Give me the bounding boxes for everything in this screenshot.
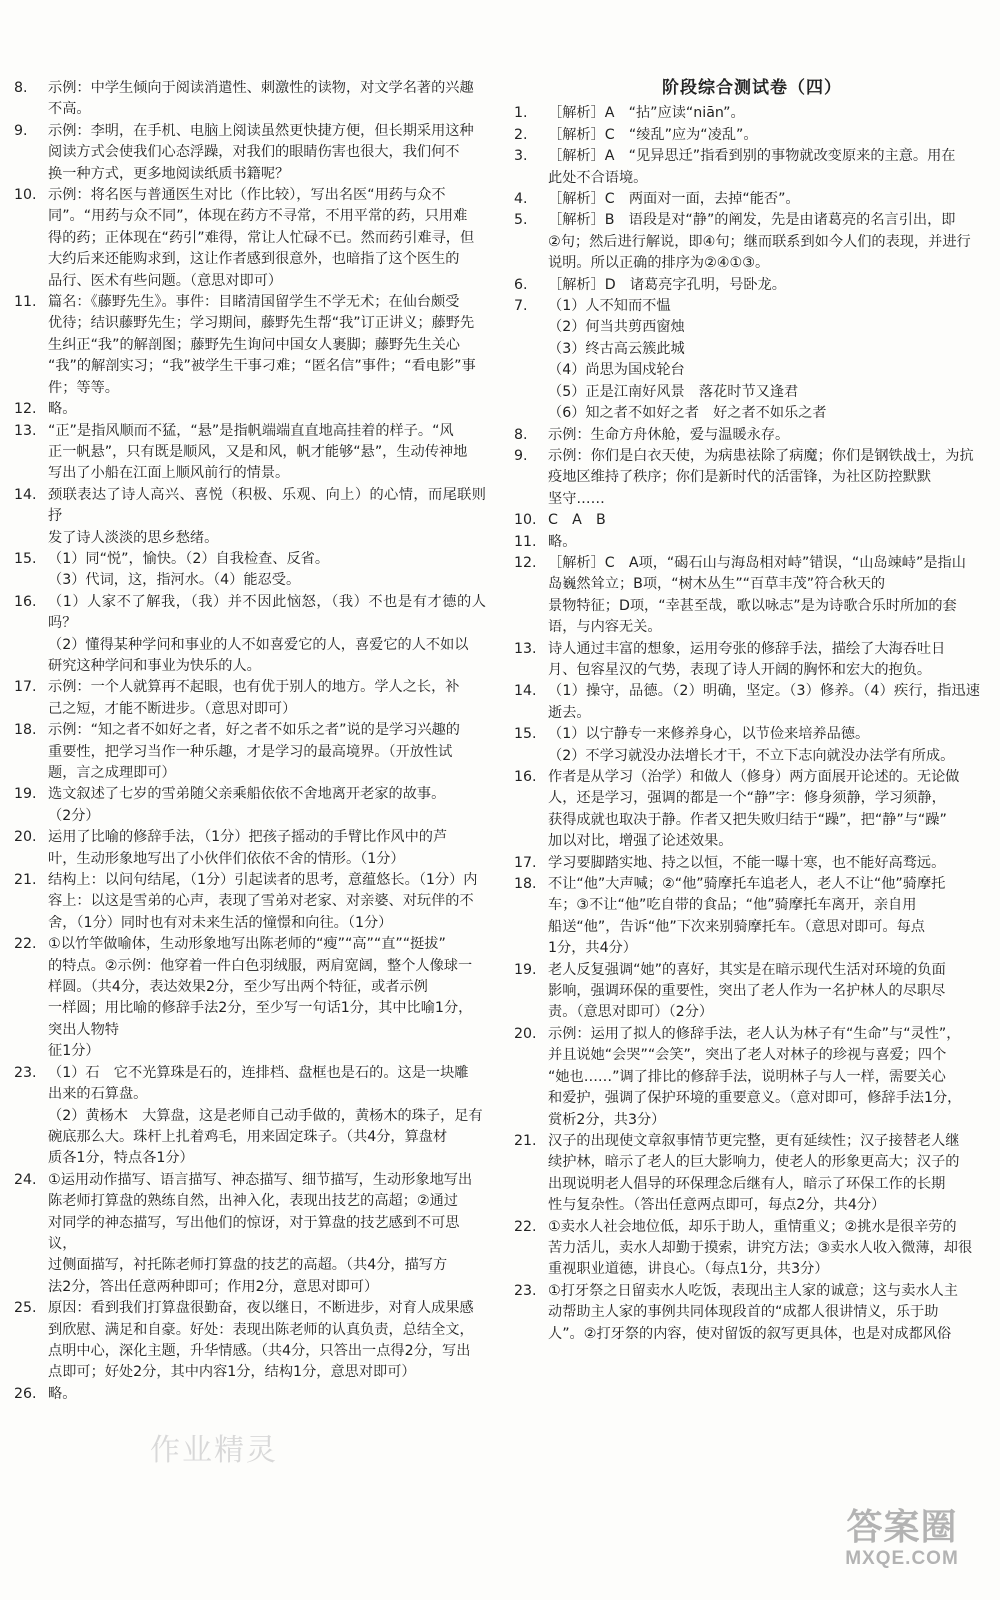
answer-line (14, 827, 486, 848)
answer-line: 生纠正“我”的解剖图；藤野先生询问中国女人裹脚；藤野先生关心 (48, 336, 460, 353)
answer-line (14, 292, 486, 313)
answer-text: ［解析］D 诸葛亮字孔明，号卧龙。 (548, 276, 786, 293)
answer-line: 车；③不让“他”吃自带的食品；“他”骑摩托车离开，亲自用 (548, 897, 917, 914)
answer-line (14, 784, 486, 805)
answer-line (514, 960, 980, 981)
answer-text: 诗人通过丰富的想象，运用夸张的修辞手法，描绘了大海吞吐日 (548, 640, 946, 657)
answer-number: 11. (514, 533, 537, 550)
answer-number: 8. (514, 426, 528, 443)
answer-line: 题，言之成理即可） (48, 765, 176, 781)
answer-item (14, 1063, 486, 1170)
answer-item (514, 853, 980, 874)
answer-item (14, 185, 486, 292)
answer-text: 示例：“知之者不如好之者，好之者不如乐之者”说的是学习兴趣的 (48, 722, 460, 739)
answer-line: 人，还是学习，强调的都是一个“静”字：修身须静，学习须静， (548, 790, 946, 807)
answer-line: 语，与内容无关。 (548, 619, 662, 636)
answer-text: 颈联表达了诗人高兴、喜悦（积极、乐观、向上）的心情，而尾联则抒 (48, 486, 486, 525)
answer-line: 责。（意思对即可）（2分） (548, 1004, 714, 1021)
answer-text: （1）人不知而不愠 (548, 298, 671, 315)
answer-line (514, 446, 980, 467)
answer-text: 运用了比喻的修辞手法，（1分）把孩子摇动的手臂比作风中的芦 (48, 829, 448, 846)
answer-line: （5）正是江南好风景 落花时节又逢君 (548, 383, 799, 400)
answer-line: 苦力活儿，卖水人却勤于摸索，讲究方法；③卖水人收入微薄，却很 (548, 1239, 973, 1256)
answer-text: 选文叙述了七岁的雪弟随父亲乘船依依不舍地离开老家的故事。 (48, 786, 446, 803)
answer-line (514, 103, 980, 124)
answer-number: 9. (14, 122, 28, 139)
answer-text: ①卖水人社会地位低，却乐于助人，重情重义；②挑水是很辛劳的 (548, 1218, 957, 1235)
answer-line: 舍，（1分）同时也有对未来生活的憧憬和向往。（1分） (48, 914, 393, 931)
answer-line (14, 121, 486, 142)
answer-line (14, 720, 486, 741)
answer-text: 略。 (548, 533, 577, 550)
answer-number: 19. (514, 961, 537, 978)
answer-number: 21. (14, 872, 37, 889)
answer-line: （2）黄杨木 大算盘，这是老师自己动手做的，黄杨木的珠子，足有 (48, 1107, 483, 1124)
answer-number: 17. (14, 679, 37, 696)
answer-text: 结构上：以问句结尾，（1分）引起读者的思考，意蕴悠长。（1分）内 (48, 872, 478, 889)
answer-line: 陈老师打算盘的熟练自然，出神入化，表现出技艺的高超；②通过 (48, 1193, 458, 1210)
answer-text: （1）同“悦”，愉快。（2）自我检查、反省。 (48, 550, 330, 567)
answer-line (514, 189, 980, 210)
answer-text: ［解析］A “拈”应读“niān”。 (548, 105, 745, 122)
answer-number: 12. (514, 554, 537, 571)
answer-line: 续护林，暗示了老人的巨大影响力，使老人的形象更高大；汉子的 (548, 1154, 960, 1171)
answer-line: （3）终古高云簇此城 (548, 340, 685, 357)
answer-number: 8. (14, 80, 28, 96)
answer-line: 重要性，把学习当作一种乐趣，才是学习的最高境界。（开放性试 (48, 743, 453, 760)
answer-number: 6. (514, 276, 528, 293)
answer-number: 21. (514, 1132, 537, 1149)
answer-item (14, 677, 486, 720)
answer-text: 老人反复强调“她”的喜好，其实是在暗示现代生活对环境的负面 (548, 961, 946, 978)
right-answer-list (514, 103, 980, 1345)
answer-number: 23. (514, 1282, 537, 1299)
answer-line: 到欣慰、满足和自豪。好处：表现出陈老师的认真负责，总结全文， (48, 1321, 474, 1338)
answer-item (14, 592, 486, 678)
answer-line (14, 78, 486, 99)
answer-line: 动帮助主人家的事例共同体现段首的“成都人很讲情义，乐于助 (548, 1304, 939, 1321)
answer-line: 获得成就也取决于静。作者又把失败归结于“躁”，把“静”与“躁” (548, 811, 947, 828)
answer-item (14, 1298, 486, 1384)
answer-line (514, 125, 980, 146)
answer-number: 13. (514, 640, 537, 657)
answer-item (14, 121, 486, 185)
answer-line: 得的药；正体现在“药引”难得，常让人忙碌不已。然而药引难寻，但 (48, 229, 475, 246)
answer-text: ［解析］C A项，“碣石山与海岛相对峙”错误，“山岛竦峙”是指山 (548, 554, 966, 571)
answer-line (14, 421, 486, 442)
answer-item (514, 553, 980, 639)
answer-line: 换一种方式，更多地阅读纸质书籍呢？ (48, 165, 290, 182)
answer-text: （1）以宁静专一来修养身心，以节俭来培养品德。 (548, 726, 870, 743)
answer-line: 点即可；好处2分，其中内容1分，结构1分，意思对即可） (48, 1364, 416, 1381)
answer-number: 26. (14, 1385, 37, 1402)
answer-item (514, 767, 980, 853)
answer-number: 15. (514, 726, 537, 743)
answer-line: 坚守…… (548, 490, 605, 507)
section-title: 阶段综合测试卷（四） (662, 78, 842, 98)
answer-line: 己之短，才能不断进步。（意思对即可） (48, 700, 297, 717)
answer-line: 研究这种学问和事业为快乐的人。 (48, 657, 261, 674)
answer-line: 赏析2分，共3分） (548, 1111, 666, 1128)
answer-line: （2）何当共剪西窗烛 (548, 319, 685, 336)
answer-text: 作者是从学习（治学）和做人（修身）两方面展开论述的。无论做 (548, 769, 960, 785)
answer-line (14, 592, 486, 635)
answer-line (514, 210, 980, 231)
answer-item (514, 639, 980, 682)
answer-item (514, 874, 980, 960)
answer-item (14, 827, 486, 870)
answer-line: 出现说明老人倡导的环保理念后继有人，暗示了环保工作的长期 (548, 1175, 946, 1192)
answer-line: （6）知之者不如好之者 好之者不如乐之者 (548, 405, 827, 422)
answer-line (514, 767, 980, 788)
answer-item (514, 532, 980, 553)
answer-line (14, 1063, 486, 1084)
answer-line: 并且说她“会哭”“会笑”，突出了老人对林子的珍视与喜爱；四个 (548, 1047, 947, 1064)
answer-line (514, 1217, 980, 1238)
answer-text: ［解析］A “见异思迁”指看到别的事物就改变原来的主意。用在 (548, 148, 956, 165)
answer-line: 碗底那么大。珠杆上扎着鸡毛，用来固定珠子。（共4分，算盘材 (48, 1128, 448, 1145)
answer-item (514, 681, 980, 724)
answer-number: 14. (514, 683, 537, 700)
answer-line (514, 532, 980, 553)
answer-number: 2. (514, 126, 528, 143)
answer-number: 17. (514, 854, 537, 871)
answer-number: 16. (514, 769, 537, 785)
answer-number: 19. (14, 786, 37, 803)
answer-line: 此处不合语境。 (548, 169, 648, 186)
answer-line: 征1分） (48, 1043, 100, 1060)
answer-item (14, 485, 486, 549)
answer-item (514, 1131, 980, 1217)
answer-number: 13. (14, 422, 37, 439)
answer-number: 3. (514, 148, 528, 165)
answer-line (514, 1131, 980, 1152)
answer-text: 示例：运用了拟人的修辞手法，老人认为林子有“生命”与“灵性”， (548, 1025, 961, 1042)
answer-line (514, 296, 980, 317)
answer-item (14, 720, 486, 784)
answer-number: 18. (514, 876, 537, 893)
answer-text: ［解析］B 语段是对“静”的阐发，先是由诸葛亮的名言引出，即 (548, 212, 956, 229)
answer-line: 景物特征；D项，“幸甚至哉，歌以咏志”是为诗歌合乐时所加的套 (548, 597, 957, 614)
answer-line: 人”。②打牙祭的内容，使对留饭的叙写更具体，也是对成都风俗 (548, 1325, 952, 1342)
answer-text: 示例：一个人就算再不起眼，也有优于别人的地方。学人之长，补 (48, 679, 460, 696)
answer-line: 件；等等。 (48, 379, 119, 396)
answer-number: 20. (514, 1025, 537, 1042)
answer-line: “她也……”调了排比的修辞手法，说明林子与人一样，需要关心 (548, 1068, 946, 1085)
answer-line (514, 1024, 980, 1045)
answer-item (514, 1281, 980, 1345)
answer-number: 25. (14, 1300, 37, 1317)
answer-line: ②句；然后进行解说，即④句；继而联系到如今人们的表现，并进行 (548, 233, 971, 250)
answer-line: 写出了小船在江面上顺风前行的情景。 (48, 465, 290, 482)
answer-line (14, 1384, 486, 1405)
answer-item (514, 1024, 980, 1131)
answer-text: （1）石 它不光算珠是石的，连排档、盘框也是石的。这是一块雕 (48, 1064, 469, 1081)
answer-line: 发了诗人淡淡的思乡愁绪。 (48, 529, 219, 546)
answer-text: 略。 (48, 1385, 77, 1402)
answer-line: 出来的石算盘。 (48, 1086, 148, 1103)
answer-line (514, 874, 980, 895)
answer-item (514, 103, 980, 124)
answer-line: 点明中心，深化主题，升华情感。（共4分，只答出一点得2分，写出 (48, 1342, 471, 1359)
answer-number: 11. (14, 294, 37, 311)
answer-line (14, 934, 486, 955)
answer-line: 说明。所以正确的排序为②④①③。 (548, 255, 770, 272)
answer-line (514, 275, 980, 296)
answer-number: 24. (14, 1171, 37, 1188)
answer-line: （2分） (48, 807, 100, 824)
answer-line: （3）代词，这，指河水。（4）能忍受。 (48, 572, 301, 589)
answer-number: 12. (14, 401, 37, 418)
answer-line: 船送“他”，告诉“他”下次来别骑摩托车。（意思对即可。每点 (548, 918, 925, 935)
watermark-logo-text: 答案圈 (846, 1507, 958, 1548)
answer-item (514, 960, 980, 1024)
answer-item (514, 146, 980, 189)
answer-item (514, 425, 980, 446)
answer-text: 略。 (48, 401, 77, 418)
answer-number: 4. (514, 191, 528, 208)
answer-number: 22. (14, 936, 37, 953)
answer-number: 10. (514, 512, 537, 529)
answer-line (514, 681, 980, 724)
answer-line (514, 724, 980, 745)
answer-item (514, 724, 980, 767)
answer-line: 优待；结识藤野先生；学习期间，藤野先生帮“我”订正讲义；藤野先 (48, 315, 475, 332)
answer-line: 1分，共4分） (548, 940, 637, 957)
watermark-logo (812, 1508, 992, 1570)
answer-item (514, 296, 980, 424)
answer-item (14, 870, 486, 934)
answer-line: 过侧面描写，衬托陈老师打算盘的技艺的高超。（共4分，描写方 (48, 1257, 448, 1274)
answer-line: 同”。“用药与众不同”，体现在药方不寻常，不用平常的药，只用难 (48, 208, 468, 225)
answer-text: 原因：看到我们打算盘很勤奋，夜以继日，不断进步，对育人成果感 (48, 1300, 474, 1317)
answer-line: 样圆。（共4分，表达效果2分，至少写出两个特征，或者示例 (48, 979, 428, 996)
answer-line: “我”的解剖实习；“我”被学生干事刁难；“匿名信”事件；“看电影”事 (48, 358, 476, 375)
answer-text: C A B (548, 512, 606, 529)
answer-number: 5. (514, 212, 528, 229)
answer-item (14, 399, 486, 420)
answer-line (14, 677, 486, 698)
answer-item (14, 78, 486, 121)
answer-line: 容上：以这是雪弟的心声，表现了雪弟对老家、对亲婆、对玩伴的不 (48, 893, 474, 910)
answer-item (14, 784, 486, 827)
answer-line (514, 1281, 980, 1302)
answer-number: 15. (14, 550, 37, 567)
answer-line: 的特点。②示例：他穿着一件白色羽绒服，两肩宽阔，整个人像球一 (48, 957, 473, 974)
answer-line (14, 185, 486, 206)
answer-text: 示例：生命方舟休舱，爱与温暖永存。 (548, 426, 790, 443)
answer-text: 不让“他”大声喊；②“他”骑摩托车追老人，老人不让“他”骑摩托 (548, 876, 946, 893)
answer-line: （2）不学习就没办法增长才干，不立下志向就没办法学有所成。 (548, 747, 955, 764)
answer-number: 23. (14, 1064, 37, 1081)
answer-number: 22. (514, 1218, 537, 1235)
watermark-left: 作业精灵 (150, 1433, 278, 1468)
answer-line: 性与复杂性。（答出任意两点即可，每点2分，共4分） (548, 1197, 886, 1214)
answer-line: 加以对比，增强了论述效果。 (548, 833, 733, 850)
answer-number: 18. (14, 722, 37, 739)
answer-line (14, 1170, 486, 1191)
answer-text: “正”是指风顺而不猛，“悬”是指帆端端直直地高挂着的样子。“风 (48, 422, 454, 439)
answer-item (514, 275, 980, 296)
answer-line (514, 853, 980, 874)
answer-line: 疫地区维持了秩序；你们是新时代的活雷锋，为社区防控默默 (548, 469, 932, 486)
answer-text: （1）操守，品德。（2）明确，坚定。（3）修养。（4）疾行，指迅速逝去。 (548, 683, 980, 721)
answer-text: ①以竹竿做喻体，生动形象地写出陈老师的“瘦”“高”“直”“挺拔” (48, 936, 446, 953)
answer-line (514, 146, 980, 167)
answer-item (514, 125, 980, 146)
answer-text: 学习要脚踏实地、持之以恒，不能一曝十寒，也不能好高骛远。 (548, 854, 946, 871)
answer-text: ①打牙祭之日留卖水人吃饭，表现出主人家的诚意；这与卖水人主 (548, 1282, 958, 1299)
answer-line (14, 1298, 486, 1319)
answer-text: 示例：你们是白衣天使，为病患祛除了病魔；你们是钢铁战士，为抗 (548, 447, 974, 464)
answer-line: 岛巍然耸立；B项，“树木丛生”“百草丰茂”符合秋天的 (548, 576, 886, 593)
answer-text: 示例：中学生倾向于阅读消遣性、刺激性的读物，对文学名著的兴趣 (48, 80, 474, 96)
answer-item (514, 189, 980, 210)
answer-line: 不高。 (48, 101, 91, 118)
answer-item (14, 1170, 486, 1298)
answer-line (14, 870, 486, 891)
answer-line: 对同学的神态描写，写出他们的惊讶，对于算盘的技艺感到不可思议， (48, 1214, 460, 1252)
answer-number: 1. (514, 105, 528, 122)
answer-text: （1）人家不了解我，（我）并不因此恼怒，（我）不也是有才德的人吗？ (48, 593, 486, 632)
answer-text: ［解析］C 两面对一面，去掉“能否”。 (548, 191, 800, 208)
answer-line (14, 549, 486, 570)
answer-line (514, 425, 980, 446)
answer-number: 16. (14, 593, 37, 610)
answer-line: 法2分，答出任意两种即可；作用2分，意思对即可） (48, 1278, 379, 1295)
answer-line: 叶，生动形象地写出了小伙伴们依依不舍的情形。（1分） (48, 850, 405, 867)
answer-line (514, 553, 980, 574)
answer-line (14, 399, 486, 420)
answer-item (514, 510, 980, 531)
answer-number: 9. (514, 447, 528, 464)
answer-line: 月、包容星汉的气势，表现了诗人开阔的胸怀和宏大的抱负。 (548, 661, 932, 678)
answer-text: ①运用动作描写、语言描写、神态描写、细节描写，生动形象地写出 (48, 1171, 473, 1188)
answer-line (14, 485, 486, 528)
answer-item (14, 1384, 486, 1405)
answer-line: 大约后来还能购求到，这让作者感到很意外，也暗指了这个医生的 (48, 251, 460, 268)
answer-line: （4）尚思为国戍轮台 (548, 362, 685, 379)
answer-line: 品行、医术有些问题。（意思对即可） (48, 272, 283, 289)
answer-text: 示例：将名医与普通医生对比（作比较），写出名医“用药与众不 (48, 187, 446, 204)
answer-line (514, 639, 980, 660)
left-answer-column (14, 78, 486, 1405)
answer-item (14, 934, 486, 1062)
right-answer-column (514, 78, 980, 1345)
answer-line (514, 510, 980, 531)
watermark-site-text: MXQE.COM (845, 1548, 959, 1569)
answer-number: 7. (514, 298, 528, 315)
answer-number: 20. (14, 829, 37, 846)
answer-item (514, 446, 980, 510)
answer-line: （2）懂得某种学问和事业的人不如喜爱它的人，喜爱它的人不如以 (48, 636, 469, 653)
answer-text: 示例：李明，在手机、电脑上阅读虽然更快捷方便，但长期采用这种 (48, 122, 474, 139)
answer-item (14, 549, 486, 592)
answer-item (14, 292, 486, 399)
answer-text: 篇名：《藤野先生》。事件：目睹清国留学生不学无术；在仙台颇受 (48, 294, 460, 311)
answer-number: 10. (14, 187, 37, 204)
answer-number: 14. (14, 486, 37, 503)
answer-line: 正一帆悬”，只有既是顺风，又是和风，帆才能够“悬”，生动传神地 (48, 443, 468, 460)
answer-line: 影响，强调环保的重要性，突出了老人作为一名护林人的尽职尽 (548, 983, 946, 1000)
answer-line: 阅读方式会使我们心态浮躁，对我们的眼睛伤害也很大，我们何不 (48, 144, 460, 161)
answer-line: 和爱护，强调了保护环境的重要意义。（意对即可，修辞手法1分， (548, 1090, 962, 1107)
answer-line: 一样圆；用比喻的修辞手法2分，至少写一句话1分，其中比喻1分，突出人物特 (48, 1000, 473, 1038)
answer-line: 质各1分，特点各1分） (48, 1150, 194, 1167)
answer-item (514, 210, 980, 274)
answer-line: 重视职业道德，讲良心。（每点1分，共3分） (548, 1261, 829, 1278)
answer-item (514, 1217, 980, 1281)
answer-text: ［解析］C “绫乱”应为“凌乱”。 (548, 126, 758, 143)
answer-item (14, 421, 486, 485)
answer-text: 汉子的出现使文章叙事情节更完整，更有延续性；汉子接替老人继 (548, 1132, 960, 1149)
